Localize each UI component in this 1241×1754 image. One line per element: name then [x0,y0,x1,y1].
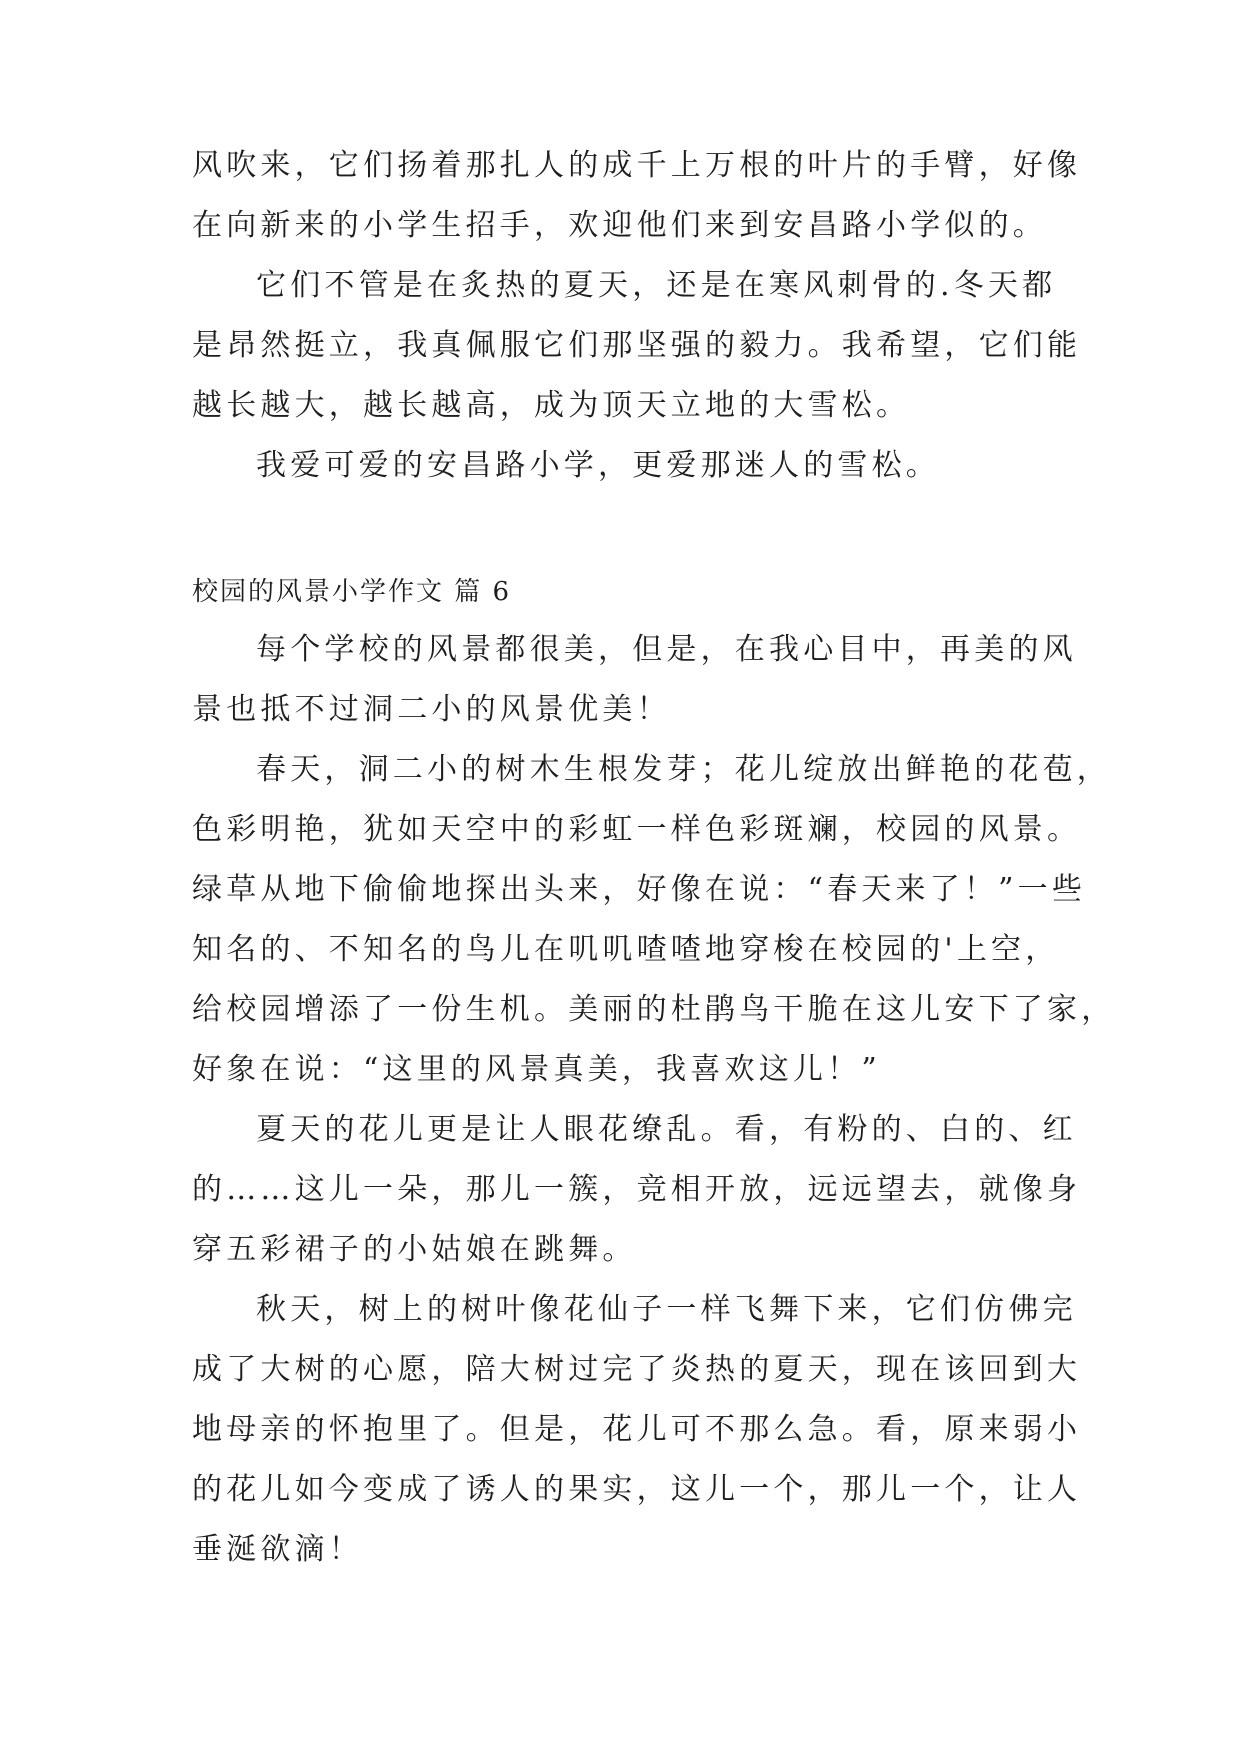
paragraph-line: 绿草从地下偷偷地探出头来，好像在说：“春天来了！”一些 [192,872,1087,907]
paragraph-line: 的……这儿一朵，那儿一簇，竞相开放，远远望去，就像身 [192,1172,1082,1207]
paragraph-line: 知名的、不知名的鸟儿在叽叽喳喳地穿梭在校园的'上空， [192,932,1060,967]
paragraph-line: 越长越大，越长越高，成为顶天立地的大雪松。 [192,388,911,423]
paragraph-line: 秋天，树上的树叶像花仙子一样飞舞下来，它们仿佛完 [256,1292,1077,1327]
paragraph-line: 好象在说：“这里的风景真美，我喜欢这儿！” [192,1052,881,1087]
paragraph-line: 的花儿如今变成了诱人的果实，这儿一个，那儿一个，让人 [192,1472,1082,1507]
paragraph-line: 色彩明艳，犹如天空中的彩虹一样色彩斑斓，校园的风景。 [192,812,1082,847]
section-heading: 校园的风景小学作文 篇 6 [192,577,512,607]
paragraph-line: 地母亲的怀抱里了。但是，花儿可不那么急。看，原来弱小 [192,1412,1082,1447]
paragraph-line: 垂涎欲滴！ [192,1532,363,1567]
paragraph-line: 景也抵不过洞二小的风景优美！ [192,692,671,727]
paragraph-line: 给校园增添了一份生机。美丽的杜鹃鸟干脆在这儿安下了家， [192,992,1116,1027]
paragraph-line: 每个学校的风景都很美，但是，在我心目中，再美的风 [256,632,1077,667]
paragraph-line: 我爱可爱的安昌路小学，更爱那迷人的雪松。 [256,448,940,483]
paragraph-line: 成了大树的心愿，陪大树过完了炎热的夏天，现在该回到大 [192,1352,1082,1387]
paragraph-line: 夏天的花儿更是让人眼花缭乱。看，有粉的、白的、红 [256,1112,1077,1147]
paragraph-line: 春天，洞二小的树木生根发芽；花儿绽放出鲜艳的花苞， [256,752,1111,787]
paragraph-line: 在向新来的小学生招手，欢迎他们来到安昌路小学似的。 [192,208,1047,243]
paragraph-line: 穿五彩裙子的小姑娘在跳舞。 [192,1232,637,1267]
paragraph-line: 是昂然挺立，我真佩服它们那坚强的毅力。我希望，它们能 [192,328,1082,363]
paragraph-line: 风吹来，它们扬着那扎人的成千上万根的叶片的手臂，好像 [192,148,1082,183]
paragraph-line: 它们不管是在炙热的夏天，还是在寒风刺骨的.冬天都 [256,268,1057,303]
